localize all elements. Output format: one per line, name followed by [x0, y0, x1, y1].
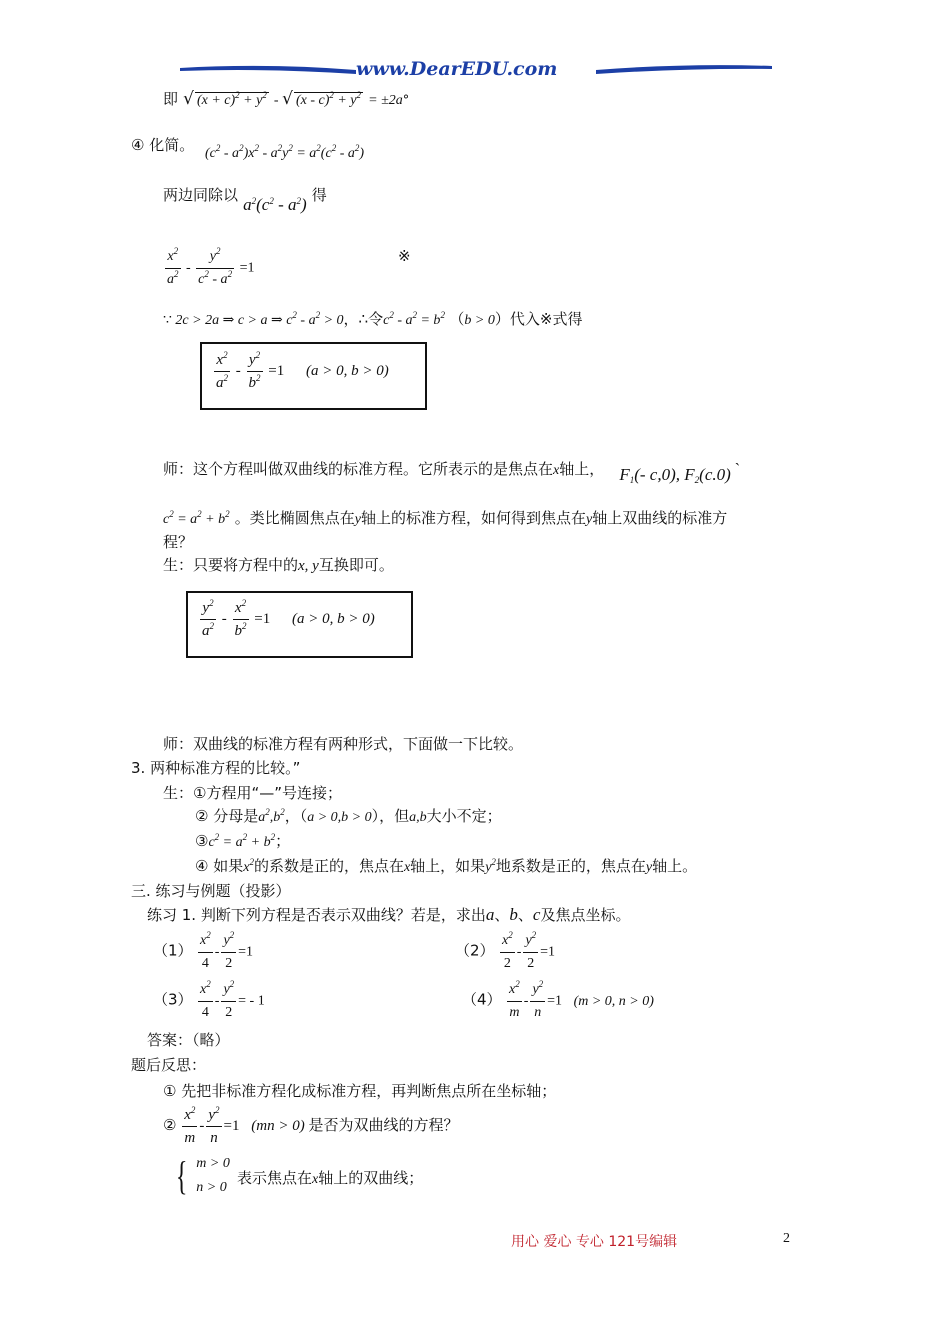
answer-line: 答案：（略） — [147, 1031, 230, 1049]
comparison-1: 生：①方程用“—”号连接； — [163, 784, 342, 802]
reflection-3: 表示焦点在x轴上的双曲线； — [237, 1169, 424, 1187]
reflection-2: ② $\frac{x^2}{m}$ - $\frac{y^2}{n}$ =1 (mn > 0) 是否为双曲线的方程？ — [163, 1105, 459, 1146]
standard-equation-x: $\frac{x^2}{a^2}$ - $\frac{y^2}{b^2}$ =1 (a > 0, b > 0) — [216, 350, 389, 391]
reflection-heading: 题后反思： — [131, 1056, 207, 1074]
header-url: www.DearEDU.com — [356, 58, 558, 80]
de-text: 得 — [311, 186, 327, 204]
focal-distance-equation: 即 √ $(x + c)^2 + y^2$ - √ $(x - c)^2 + y^2 = \pm 2a^\circ$ — [163, 89, 410, 109]
page-number: 2 — [783, 1231, 790, 1246]
comparison-4: ④ 如果$x^2$的系数是正的，焦点在x轴上，如果$y^2$地系数是正的，焦点在y轴上。 — [195, 857, 698, 875]
teacher-statement-3: 师：双曲线的标准方程有两种形式，下面做一下比较。 — [163, 735, 524, 753]
because-line: ∵ 2c > 2a ⇒ c > a ⇒ $c^2 - a^2 > 0$，∴令$c^2 - a^2 = b^2$ （b > 0）代入※式得 — [163, 310, 583, 328]
part-3-heading: 三. 练习与例题（投影） — [131, 882, 291, 900]
reflection-1: ① 先把非标准方程化成标准方程，再判断焦点所在坐标轴； — [163, 1082, 557, 1100]
teacher-statement-2-cont: 程？ — [163, 533, 194, 551]
comparison-3: $③c^2 = a^2 + b^2$； — [195, 832, 291, 850]
substitute-text: 代入※式得 — [509, 310, 583, 328]
simplified-equation: $(c^2 - a^2)x^2 - a^2y^2 = a^2(c^2 - a^2)$ — [205, 143, 365, 161]
teacher-statement-2: $c^2 = a^2 + b^2$ 。类比椭圆焦点在y轴上的标准方程，如何得到焦点在y轴上双曲线的标准方 — [163, 509, 728, 527]
divide-text: 两边同除以 — [163, 186, 239, 204]
exercise-1-prompt: 练习 1. 判断下列方程是否表示双曲线？若是，求出a、b、c及焦点坐标。 — [147, 905, 631, 924]
because-sep: ，∴令 — [343, 310, 384, 328]
exercise-item-1: （1） $\frac{x^2}{4}$ - $\frac{y^2}{2}$ =1 — [153, 930, 254, 971]
exercise-item-3: （3） $\frac{x^2}{4}$ - $\frac{y^2}{2}$ = - 1 — [153, 979, 265, 1020]
teacher-statement-1: 师：这个方程叫做双曲线的标准方程。它所表示的是焦点在x轴上， $F_1(-$ c,0), $F_2(c.0)$ ` — [163, 460, 741, 485]
exercise-item-4: （4） $\frac{x^2}{m}$ - $\frac{y^2}{n}$ =1 (m > 0, n > 0) — [462, 979, 654, 1020]
divide-line: 两边同除以 $a^2(c^2 - a^2)$ 得 — [163, 186, 327, 214]
student-answer-1: 生：只要将方程中的x, y互换即可。 — [163, 556, 394, 574]
section-3-heading: 3. 两种标准方程的比较。” — [131, 759, 301, 777]
standard-equation-y: $\frac{y^2}{a^2}$ - $\frac{x^2}{b^2}$ =1 (a > 0, b > 0) — [202, 598, 375, 639]
step4-heading: ④ 化简。 — [131, 136, 195, 154]
normalized-equation: $\frac{x^2}{a^2}$ - $\frac{y^2}{c^2 - a^2}$ =1 — [167, 246, 255, 287]
reference-mark: ※ — [398, 247, 411, 265]
comparison-2: ② 分母是$a^2,b^2$，（a > 0,b > 0），但a,b大小不定； — [195, 807, 502, 825]
footer-motto: 用心 爱心 专心 121号编辑 — [511, 1234, 678, 1250]
condition-brace: { m > 0 n > 0 — [175, 1153, 230, 1198]
exercise-item-2: （2） $\frac{x^2}{2}$ - $\frac{y^2}{2}$ =1 — [455, 930, 556, 971]
ji-label: 即 — [163, 90, 179, 108]
